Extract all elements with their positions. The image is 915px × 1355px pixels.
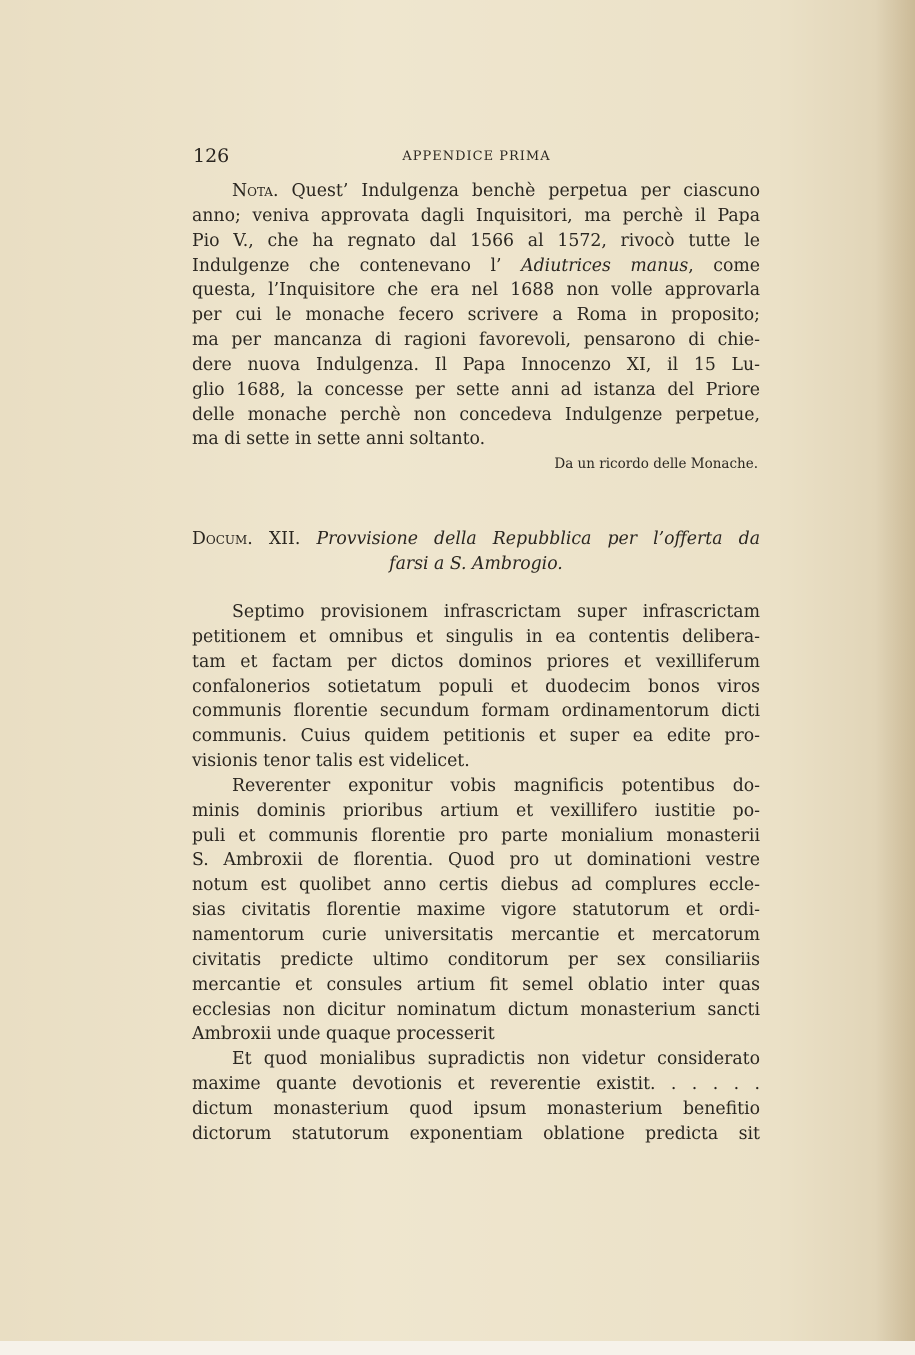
text-line <box>192 923 760 948</box>
text-segment: questa, l’Inquisitore che era nel 1688 non volle approvarla <box>192 280 760 301</box>
text-segment: Ambroxii unde quaque processerit <box>192 1024 495 1045</box>
text-segment: delle monache perchè non concedeva Indulgenze perpetue, <box>192 404 760 425</box>
text-segment: mercantie et consules artium fit semel oblatio inter quas <box>192 974 760 995</box>
document-heading <box>192 527 760 577</box>
text-segment: ecclesias non dicitur nominatum dictum monasterium sancti <box>192 999 760 1020</box>
text-segment: sias civitatis florentie maxime vigore statutorum et ordi- <box>192 900 760 921</box>
text-segment: Indulgenze che contenevano l’ <box>192 255 522 276</box>
text-line <box>192 328 760 353</box>
text-line <box>192 873 760 898</box>
text-segment: communis. Cuius quidem petitionis et super ea edite pro- <box>192 726 760 747</box>
text-segment: civitatis predicte ultimo conditorum per sex consiliariis <box>192 949 760 970</box>
heading-line-2: farsi a S. Ambrogio. <box>389 554 563 574</box>
text-line <box>192 848 760 873</box>
text-line <box>192 998 760 1023</box>
doc-number: XII. <box>252 529 317 549</box>
text-segment: notum est quolibet anno certis diebus ad complures eccle- <box>192 875 760 896</box>
text-line <box>192 278 760 303</box>
text-line <box>192 724 760 749</box>
text-segment: confalonerios sotietatum populi et duodecim bonos viros <box>192 676 760 697</box>
text-line <box>192 229 760 254</box>
document-body <box>192 600 760 1147</box>
text-segment: ma per mancanza di ragioni favorevoli, pensarono di chie- <box>192 330 760 351</box>
text-line <box>192 1097 760 1122</box>
heading-line-1 <box>192 527 760 552</box>
text-segment: visionis tenor talis est videlicet. <box>192 751 470 772</box>
text-line <box>192 1022 760 1047</box>
text-line <box>192 824 760 849</box>
text-segment: dictorum statutorum exponentiam oblatione predicta sit <box>192 1123 760 1144</box>
text-line <box>192 898 760 923</box>
text-segment: dictum monasterium quod ipsum monasterium benefitio <box>192 1098 760 1119</box>
text-segment: S. Ambroxii de florentia. Quod pro ut dominationi vestre <box>192 850 760 871</box>
text-segment: namentorum curie universitatis mercantie et mercatorum <box>192 924 760 945</box>
text-segment: Reverenter exponitur vobis magnificis potentibus do- <box>232 775 760 796</box>
text-segment: petitionem et omnibus et singulis in ea contentis delibera- <box>192 626 760 647</box>
text-line <box>192 204 760 229</box>
page-edge-shadow <box>875 0 915 1355</box>
text-segment: maxime quante devotionis et reverentie existit. . . . . . <box>192 1074 760 1095</box>
text-segment: Et quod monialibus supradictis non videtur considerato <box>232 1049 760 1070</box>
text-segment: Quest’ Indulgenza benchè perpetua per ciascuno <box>278 181 760 201</box>
text-line <box>192 650 760 675</box>
text-line <box>192 1072 760 1097</box>
text-line <box>192 749 760 774</box>
scan-margin <box>0 1341 915 1355</box>
text-segment: ma di sette in sette anni soltanto. <box>192 429 486 450</box>
text-line <box>192 353 760 378</box>
text-line <box>192 378 760 403</box>
page-number: 126 <box>193 145 230 167</box>
text-segment: , come <box>688 255 760 276</box>
text-line <box>192 600 760 625</box>
text-segment: dere nuova Indulgenza. Il Papa Innocenzo XI, il 15 Lu- <box>192 354 760 375</box>
text-line <box>192 948 760 973</box>
text-line <box>192 303 760 328</box>
text-segment: glio 1688, la concesse per sette anni ad istanza del Priore <box>192 379 760 400</box>
text-segment: Pio V., che ha regnato dal 1566 al 1572, rivocò tutte le <box>192 230 760 251</box>
doc-title-1: Provvisione della Repubblica per l’offerta da <box>316 529 760 549</box>
running-head: APPENDICE PRIMA <box>402 149 551 164</box>
text-segment: per cui le monache fecero scrivere a Roma in proposito; <box>192 305 760 326</box>
text-segment: minis dominis prioribus artium et vexillifero iustitie po- <box>192 800 760 821</box>
text-segment: Septimo provisionem infrascrictam super infrascrictam <box>232 602 760 622</box>
text-segment: Nota. <box>232 181 279 201</box>
doc-label: Docum. <box>192 529 253 549</box>
text-line <box>192 973 760 998</box>
text-segment: communis florentie secundum formam ordinamentorum dicti <box>192 701 760 722</box>
text-line <box>192 1047 760 1072</box>
text-line <box>192 427 760 452</box>
text-line <box>192 403 760 428</box>
page-header <box>193 145 760 169</box>
text-segment: tam et factam per dictos dominos priores et vexilliferum <box>192 651 760 672</box>
source-note: Da un ricordo delle Monache. <box>554 456 758 472</box>
text-segment: anno; veniva approvata dagli Inquisitori, ma perchè il Papa <box>192 205 760 226</box>
text-line <box>192 675 760 700</box>
text-segment: puli et communis florentie pro parte monialium monasterii <box>192 825 760 846</box>
text-segment: Adiutrices manus <box>521 255 689 276</box>
text-line <box>192 1122 760 1147</box>
text-line <box>192 625 760 650</box>
text-line <box>192 254 760 279</box>
text-line <box>192 774 760 799</box>
nota-paragraph <box>192 179 760 452</box>
text-line <box>192 179 760 204</box>
text-line <box>192 699 760 724</box>
text-line <box>192 799 760 824</box>
